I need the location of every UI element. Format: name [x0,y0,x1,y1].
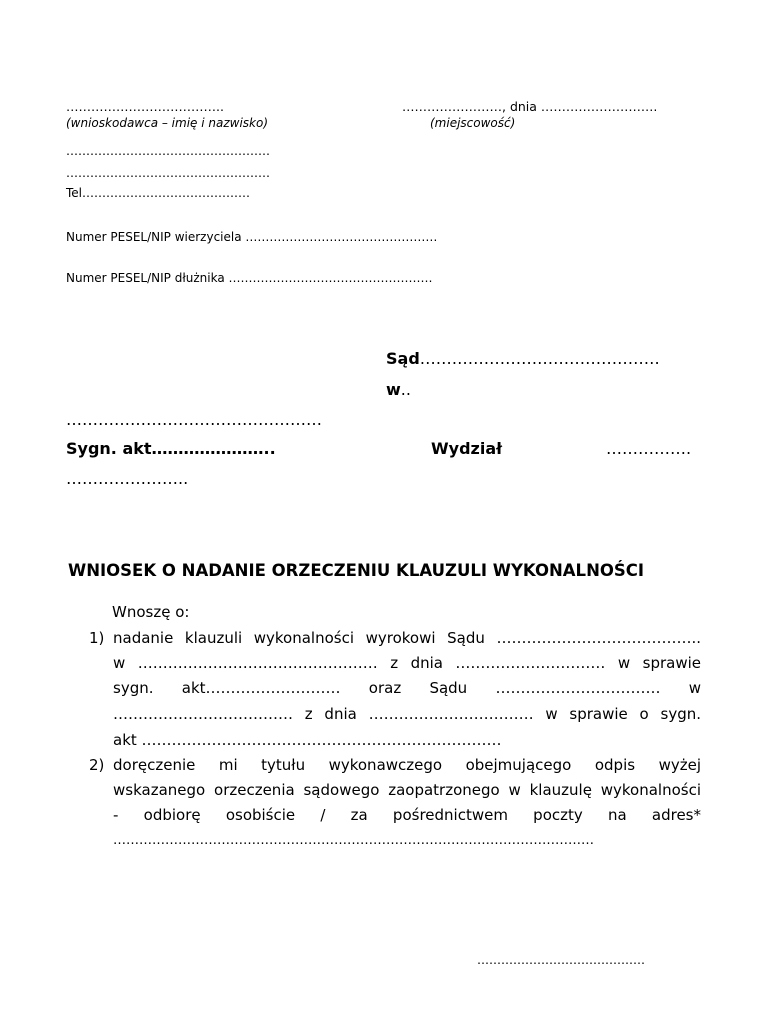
case-number-line [66,439,276,458]
item-1-line-3: sygn. akt……………………… oraz Sądu …………………………… w [113,679,701,697]
department-label: Wydział [431,439,503,458]
court-label: Sąd [386,349,420,368]
place-date-line: ……………………, dnia ………………………. [402,99,658,114]
court-city-dots: ………………………………………… [66,410,322,429]
applicant-name-line: ……………………………….. [66,99,224,114]
item-1-line-2: w ………………………………………… z dnia ………………………… w sprawie [113,654,701,672]
pesel-debtor-line: Numer PESEL/NIP dłużnika …………………………………………… [66,271,433,285]
place-caption: (miejscowość) [430,116,516,130]
court-line [386,349,660,368]
request-intro: Wnoszę o: [112,603,190,621]
address-line-2: …………………………………………… [66,166,270,180]
item-2-line-2: wskazanego orzeczenia sądowego zaopatrzonego w klauzulę wykonalności [113,781,701,799]
item-1-number: 1) [89,629,105,647]
item-2-number: 2) [89,756,105,774]
court-w-dots: .. [400,380,411,399]
department-dots-2: ………………….. [66,469,189,488]
case-number-dots: ………………….. [151,439,276,458]
department-dots: ……………. [606,439,692,458]
signature-line: …………………………………… [477,953,645,967]
court-w-label: w [386,380,401,399]
pesel-creditor-line: Numer PESEL/NIP wierzyciela ………………………………………… [66,230,438,244]
address-line-1: …………………………………………… [66,144,270,158]
court-dots: ……………………………………… [419,349,660,368]
item-1-line-1: nadanie klauzuli wykonalności wyrokowi Sądu ………………………………….. [113,629,701,647]
applicant-caption: (wnioskodawca – imię i nazwisko) [66,116,269,130]
case-number-label: Sygn. akt [66,439,152,458]
item-1-line-4: ……………………………… z dnia …………………………… w sprawie o sygn. [113,705,701,723]
item-2-line-4: ………………………………………………………………………………………………… [113,833,594,848]
document-title: WNIOSEK O NADANIE ORZECZENIU KLAUZULI WYKONALNOŚCI [68,561,645,580]
court-city-line [386,380,411,399]
item-1-line-5: akt ……………………………………………………………… [113,731,502,749]
item-2-line-1: doręczenie mi tytułu wykonawczego obejmującego odpis wyżej [113,756,701,774]
item-2-line-3: - odbiorę osobiście / za pośrednictwem poczty na adres* [113,806,701,824]
tel-line: Tel…………………………………… [66,186,251,200]
